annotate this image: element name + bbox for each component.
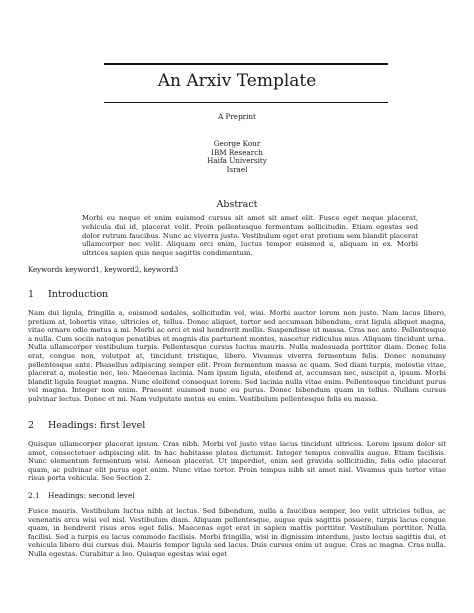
paper-page: [28, 0, 446, 613]
title-rule-top: [104, 63, 388, 65]
section-title: Headings: first level: [48, 420, 146, 431]
title-rule-bottom: [104, 102, 388, 103]
section-heading-introduction: [28, 289, 108, 301]
section-paragraph-first-level: Quisque ullamcorper placerat ipsum. Cras nibh. Morbi vel justo vitae lacus tincidunt ultrices. Lorem ipsum dolor sit amet, consectetuer adipiscing elit. In hac habitasse platea dictumst. Integer tempus convallis augue. Etiam facilisis. Nunc elementum fermentum wisi. Aenean placerat. Ut imperdiet, enim sed gravida sollicitudin, felis odio placerat quam, ac pulvinar elit purus eget enim. Nunc vitae tortor. Proin tempus nibh sit amet nisl. Vivamus quis tortor vitae risus porta vehicula. See Section 2.: [28, 440, 446, 483]
subsection-number: 2.1: [28, 491, 40, 500]
author-affiliation: Haifa University: [207, 156, 267, 166]
abstract-heading: Abstract: [216, 199, 258, 210]
keywords-line: Keywords keyword1, keyword2, keyword3: [28, 266, 179, 274]
author-country: Israel: [226, 164, 248, 174]
preprint-label: A Preprint: [218, 112, 256, 121]
section-number: 2: [28, 420, 35, 431]
author-name: George Kour: [213, 139, 261, 148]
subsection-title: Headings: second level: [48, 491, 135, 500]
author-affiliation: IBM Research: [211, 147, 263, 157]
subsection-heading-second-level: [28, 491, 135, 501]
author-block: [28, 140, 446, 174]
section-paragraph-introduction: Nam dui ligula, fringilla a, euismod sodales, sollicitudin vel, wisi. Morbi auctor lorem non justo. Nam lacus libero, pretium at, lobortis vitae, ultricies et, tellus. Donec aliquet, tortor sed accumsan bibendum, erat ligula aliquet magna, vitae ornare odio metus a mi. Morbi ac orci et nisl hendrerit mollis. Suspendisse ut massa. Cras nec ante. Pellentesque a nulla. Cum sociis natoque penatibus et magnis dis parturient montes, nascetur ridiculus mus. Aliquam tincidunt urna. Nulla ullamcorper vestibulum turpis. Pellentesque cursus luctus mauris. Nulla malesuada porttitor diam. Donec felis erat, congue non, volutpat at, tincidunt tristique, libero. Vivamus viverra fermentum felis. Donec nonummy pellentesque ante. Phasellus adipiscing semper elit. Proin fermentum massa ac quam. Sed diam turpis, molestie vitae, placerat a, molestie nec, leo. Maecenas lacinia. Nam ipsum ligula, eleifend at, accumsan nec, suscipit a, ipsum. Morbi blandit ligula feugiat magna. Nunc eleifend consequat lorem. Sed lacinia nulla vitae enim. Pellentesque tincidunt purus vel magna. Integer non enim. Praesent euismod nunc eu purus. Donec bibendum quam in tellus. Nullam cursus pulvinar lectus. Donec et mi. Nam vulputate metus eu enim. Vestibulum pellentesque felis eu massa.: [28, 309, 446, 403]
subsection-paragraph-second-level: Fusce mauris. Vestibulum luctus nibh at lectus. Sed bibendum, nulla a faucibus semper, leo velit ultricies tellus, ac venenatis arcu wisi vel nisl. Vestibulum diam. Aliquam pellentesque, augue quis sagittis posuere, turpis lacus congue quam, in hendrerit risus eros eget felis. Maecenas eget erat in sapien mattis porttitor. Vestibulum porttitor. Nulla facilisi. Sed a turpis eu lacus commodo facilisis. Morbi fringilla, wisi in dignissim interdum, justo lectus sagittis dui, et vehicula libero dui cursus dui. Mauris tempor ligula sed lacus. Duis cursus enim ut augue. Cras ac magna. Cras nulla. Nulla egestas. Curabitur a leo. Quisque egestas wisi eget: [28, 507, 446, 558]
section-title: Introduction: [48, 289, 109, 300]
paper-title: An Arxiv Template: [157, 71, 317, 91]
section-number: 1: [28, 289, 35, 300]
section-heading-first-level: [28, 420, 145, 432]
abstract-text: Morbi eu neque et enim euismod cursus sit amet sit amet elit. Fusce eget neque placerat, vehicula dui id, placerat velit. Proin pellentesque fermentum sollicitudin. Etiam egestas sed dolor rutrum faucibus. Nunc ac viverra justo. Vestibulum eget erat pretium sem blandit placerat ullamcorper nec velit. Aliquam orci enim, luctus tempor euismod a, aliquam in ex. Morbi ultrices sapien quis neque sagittis condimentum.: [82, 214, 418, 257]
